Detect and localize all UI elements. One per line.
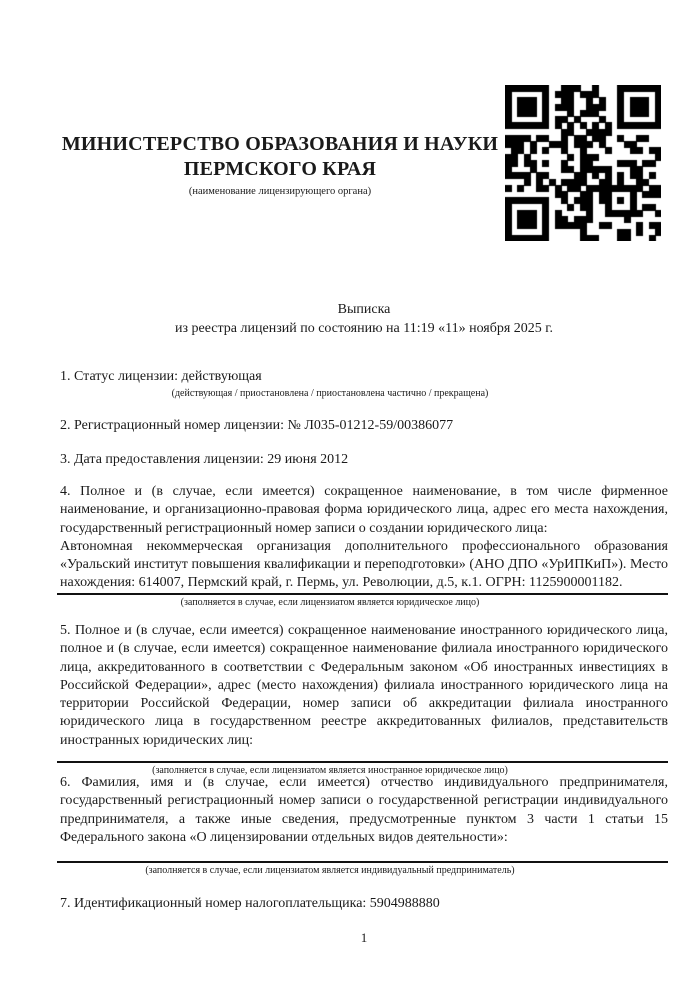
- item-1-caption: (действующая / приостановлена / приостановлена частично / прекращена): [171, 388, 489, 400]
- ministry-caption: (наименование лицензирующего органа): [188, 186, 372, 197]
- ministry-name-line1: МИНИСТЕРСТВО ОБРАЗОВАНИЯ И НАУКИ: [61, 133, 499, 155]
- item-4-legal-entity: [60, 483, 668, 609]
- item-7-taxpayer-number: [60, 895, 668, 913]
- item-1-text: 1. Статус лицензии: действующая: [60, 369, 262, 384]
- item-3-license-date: [60, 451, 668, 469]
- ministry-name-line2: ПЕРМСКОГО КРАЯ: [183, 158, 377, 180]
- title-line1: Выписка: [337, 302, 391, 317]
- item-5-text: 5. Полное и (в случае, если имеется) сокращенное наименование иностранного юридического лица, полное и (в случае, если имеется) сокращенное наименование филиала иностранного юридического лица, аккредитованного в соответствии с Федеральным законом «Об иностранных инвестициях в Российской Федерации», адрес (место нахождения) филиала иностранного юридического лица на территории Российской Федерации, номер записи об аккредитации филиала иностранного юридического лица в государственном реестре аккредитованных филиалов, представительств иностранных юридических лиц:: [60, 623, 668, 748]
- item-5-fill-line: [57, 761, 668, 763]
- item-6-individual-entrepreneur: [60, 774, 668, 877]
- title-line2: из реестра лицензий по состоянию на 11:19 «11» ноября 2025 г.: [175, 321, 553, 336]
- item-6-text: 6. Фамилия, имя и (в случае, если имеется) отчество индивидуального предпринимателя, государственный регистрационный номер записи о государственной регистрации индивидуального предпринимателя, а также иные сведения, предусмотренные пунктом 3 части 1 статьи 15 Федерального закона «О лицензировании отдельных видов деятельности»:: [60, 775, 668, 845]
- item-7-text: 7. Идентификационный номер налогоплательщика: 5904988880: [60, 896, 440, 911]
- item-4-value: Автономная некоммерческая организация дополнительного профессионального образования «Уральский институт повышения квалификации и переподготовки» (АНО ДПО «УрИПКиП»). Место нахождения: 614007, Пермский край, г. Пермь, ул. Революции, д.5, к.1. ОГРН: 1125900001182.: [60, 538, 668, 591]
- document-title: [60, 300, 668, 338]
- item-3-text: 3. Дата предоставления лицензии: 29 июня 2012: [60, 452, 349, 467]
- ministry-header: [60, 132, 500, 198]
- item-5-caption: (заполняется в случае, если лицензиатом является иностранное юридическое лицо): [152, 765, 508, 777]
- item-4-caption: (заполняется в случае, если лицензиатом является юридическое лицо): [180, 596, 480, 608]
- item-6-caption: (заполняется в случае, если лицензиатом является индивидуальный предприниматель): [145, 865, 515, 877]
- item-4-text: 4. Полное и (в случае, если имеется) сокращенное наименование, в том числе фирменное наименование, и организационно-правовая форма юридического лица, адрес его места нахождения, государственный регистрационный номер записи о создании юридического лица:: [60, 484, 668, 536]
- item-5-foreign-entity: [60, 622, 668, 777]
- page-number: 1: [360, 930, 368, 945]
- qr-code: [505, 85, 661, 241]
- item-4-fill-line: [57, 593, 668, 595]
- item-2-text: 2. Регистрационный номер лицензии: № Л035-01212-59/00386077: [60, 418, 454, 433]
- item-6-fill-line: [57, 861, 668, 863]
- item-2-registration-number: [60, 417, 668, 435]
- item-1-license-status: [60, 368, 668, 400]
